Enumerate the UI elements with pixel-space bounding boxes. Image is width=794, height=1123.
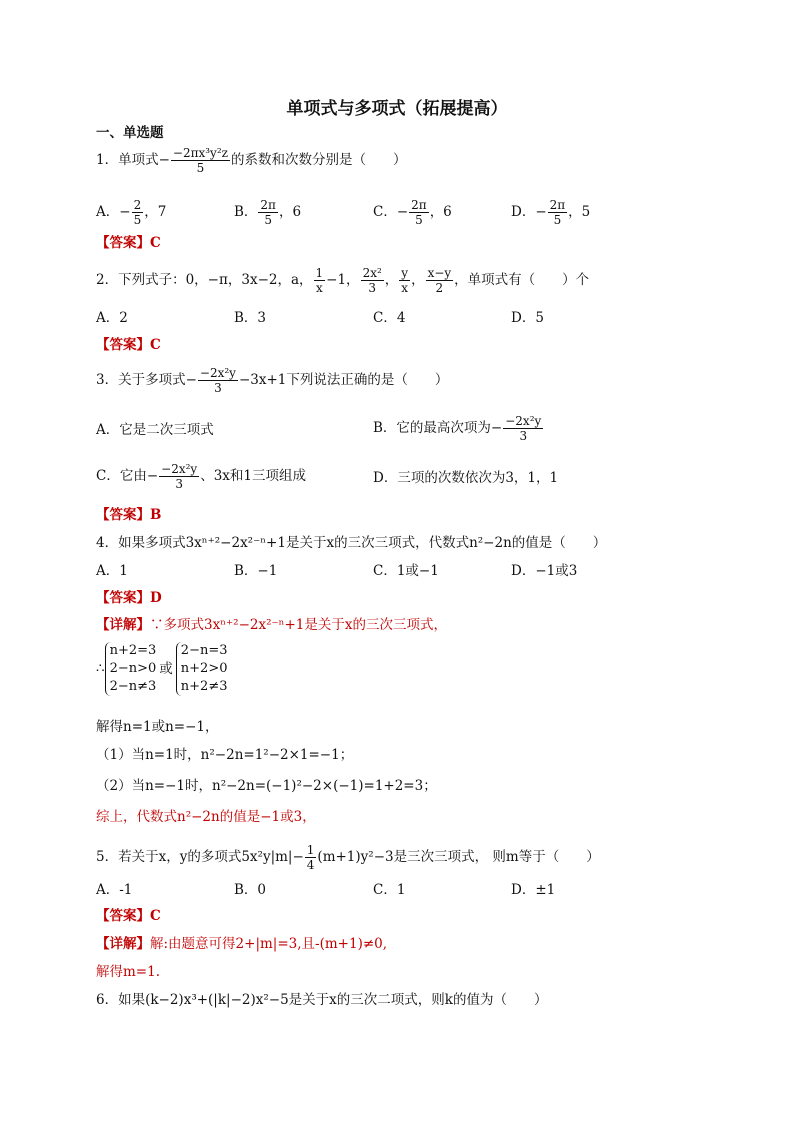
q1-option-b[interactable]: B． $\frac{2\pi}{5}$ ，6	[234, 198, 302, 227]
q1-prefix: 1．单项式	[96, 152, 159, 168]
q4-system-1: n+2=3 2−n>0 2−n≠3	[105, 642, 157, 696]
question-1: 1．单项式− $\frac{\text{−2πx³y²z}}{5}$ 的系数和次数分别是（ ）	[96, 146, 407, 175]
q2-option-c[interactable]: C．4	[373, 310, 406, 326]
question-5: 5．若关于x，y的多项式5x²y|m|− $\frac{1}{4}$ (m+1)y²−3是三次三项式， 则m等于（ ）	[96, 843, 600, 872]
question-3: 3．关于多项式− $\frac{\text{−2x²y}}{3}$ −3x+1下列说法正确的是（ ）	[96, 366, 449, 395]
question-2: 2．下列式子：0，−π，3x−2，a， $\frac{1}{x}$ −1， $\frac{\text{2x²}}{3}$ ， $\frac{y}{x}$ ， $\frac{x-y}{2}$ ，单项式有（ ）个	[96, 266, 590, 295]
q4-answer: 【答案】D	[96, 590, 162, 606]
q2-option-a[interactable]: A．2	[96, 310, 128, 326]
question-6: 6．如果(k−2)x³+(|k|−2)x²−5是关于x的三次二项式，则k的值为（ ）	[96, 992, 548, 1008]
q3-option-a[interactable]: A．它是二次三项式	[96, 422, 214, 438]
q3-answer: 【答案】B	[96, 507, 162, 523]
q4-summary: 综上，代数式n²−2n的值是−1或3，	[96, 809, 316, 825]
q5-solve: 解得m=1.	[96, 964, 160, 980]
q1-option-c[interactable]: C．− $\frac{2\pi}{5}$ ，6	[373, 198, 452, 227]
q4-case-1: （1）当n=1时，n²−2n=1²−2×1=−1；	[96, 747, 354, 763]
q5-option-d[interactable]: D．±1	[511, 882, 556, 898]
q4-option-c[interactable]: C．1或−1	[373, 563, 439, 579]
q1-option-a[interactable]: A．− $\frac{2}{5}$ ，7	[96, 198, 167, 227]
q1-fraction: $\frac{\text{−2πx³y²z}}{5}$	[172, 146, 228, 175]
question-4: 4．如果多项式3xⁿ⁺²−2x²⁻ⁿ+1是关于x的三次三项式，代数式n²−2n的值是（ ）	[96, 535, 607, 551]
q1-answer: 【答案】C	[96, 235, 161, 251]
q3-option-b[interactable]: B．它的最高次项为− $\frac{\text{−2x²y}}{3}$	[373, 414, 542, 443]
q2-answer: 【答案】C	[96, 337, 161, 353]
q3-option-d[interactable]: D．三项的次数依次为3，1，1	[373, 470, 559, 486]
q1-option-d[interactable]: D．− $\frac{2\pi}{5}$ ，5	[511, 198, 591, 227]
q5-answer: 【答案】C	[96, 908, 161, 924]
q2-option-d[interactable]: D．5	[511, 310, 544, 326]
q5-detail: 【详解】解:由题意可得2+|m|=3,且-(m+1)≠0,	[96, 936, 388, 952]
q4-solve: 解得n=1或n=−1，	[96, 719, 219, 735]
q4-systems: ∴ n+2=3 2−n>0 2−n≠3 或 2−n=3 n+2>0 n+2≠3	[96, 643, 228, 694]
q4-option-d[interactable]: D．−1或3	[511, 563, 578, 579]
q4-option-a[interactable]: A．1	[96, 563, 128, 579]
q4-system-2: 2−n=3 n+2>0 n+2≠3	[176, 642, 228, 696]
q3-option-c[interactable]: C．它由− $\frac{\text{−2x²y}}{3}$ 、3x和1三项组成	[96, 462, 306, 491]
q5-option-a[interactable]: A．-1	[96, 882, 133, 898]
q4-option-b[interactable]: B．−1	[234, 563, 278, 579]
section-heading: 一、单选题	[96, 125, 164, 141]
q4-detail: 【详解】∵多项式3xⁿ⁺²−2x²⁻ⁿ+1是关于x的三次三项式，	[96, 617, 447, 633]
q5-option-c[interactable]: C．1	[373, 882, 406, 898]
q1-suffix: 的系数和次数分别是（ ）	[230, 152, 407, 168]
q5-option-b[interactable]: B．0	[234, 882, 267, 898]
q2-option-b[interactable]: B．3	[234, 310, 267, 326]
page-title: 单项式与多项式（拓展提高）	[286, 99, 508, 119]
q4-case-2: （2）当n=−1时，n²−2n=(−1)²−2×(−1)=1+2=3；	[96, 778, 437, 794]
